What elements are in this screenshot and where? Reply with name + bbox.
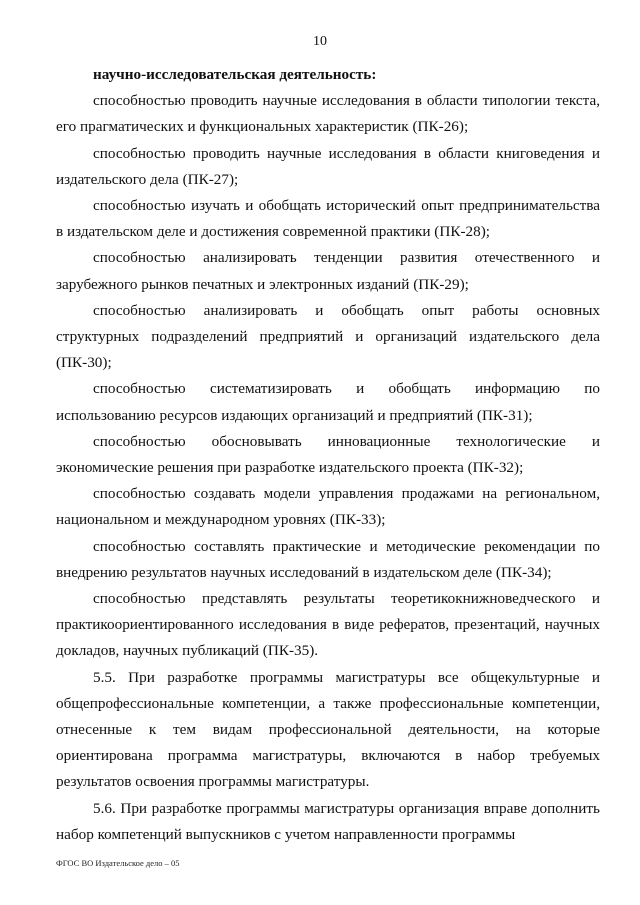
page-number: 10 <box>313 34 327 49</box>
paragraph-pk-33: способностью создавать модели управления продажами на региональном, национальном и международном уровнях (ПК-33); <box>56 485 600 529</box>
section-title: научно-исследовательская деятельность: <box>93 66 377 83</box>
footer-note: ФГОС ВО Издательское дело – 05 <box>56 858 180 868</box>
paragraph-pk-26: способностью проводить научные исследования в области типологии текста, его прагматических и функциональных характеристик (ПК-26); <box>56 92 600 136</box>
paragraph-pk-28: способностью изучать и обобщать исторический опыт предпринимательства в издательском деле и достижения современной практики (ПК-28); <box>56 197 600 241</box>
paragraph-pk-29: способностью анализировать тенденции развития отечественного и зарубежного рынков печатных и электронных изданий (ПК-29); <box>56 249 600 293</box>
paragraph-pk-31: способностью систематизировать и обобщать информацию по использованию ресурсов издающих организаций и предприятий (ПК-31); <box>56 380 600 424</box>
paragraph-5-6: 5.6. При разработке программы магистратуры организация вправе дополнить набор компетенций выпускников с учетом направленности программы <box>56 799 600 843</box>
paragraph-5-5: 5.5. При разработке программы магистратуры все общекультурные и общепрофессиональные компетенции, а также профессиональные компетенции, отнесенные к тем видам профессиональной деятельности, на которые ориентирована программа магистратуры, включаются в набор требуемых результатов освоения программы магистратуры. <box>56 668 600 791</box>
paragraph-pk-32: способностью обосновывать инновационные технологические и экономические решения при разработке издательского проекта (ПК-32); <box>56 432 600 477</box>
paragraph-pk-34: способностью составлять практические и методические рекомендации по внедрению результатов научных исследований в издательском деле (ПК-34); <box>56 537 600 581</box>
paragraph-pk-35: способностью представлять результаты теоретикокнижноведческого и практикоориентированного исследования в виде рефератов, презентаций, научных докладов, научных публикаций (ПК-35). <box>56 590 600 660</box>
paragraph-pk-30: способностью анализировать и обобщать опыт работы основных структурных подразделений предприятий и организаций издательского дела (ПК-30); <box>56 301 600 372</box>
paragraph-pk-27: способностью проводить научные исследования в области книговедения и издательского дела (ПК-27); <box>56 144 600 188</box>
body-text <box>56 62 600 848</box>
